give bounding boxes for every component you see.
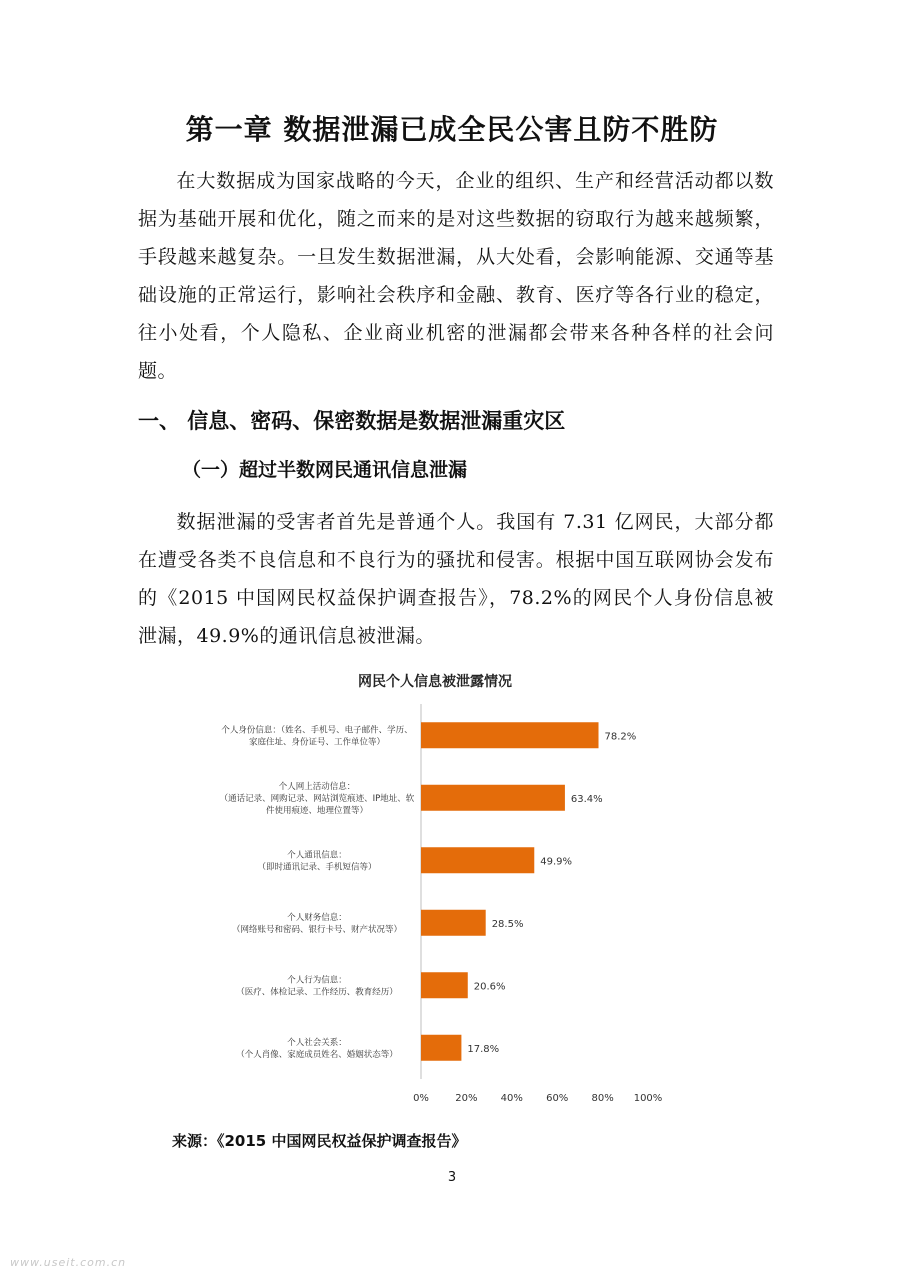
category-label-5: 个人行为信息：: [287, 975, 347, 986]
bar-value-label-2: 63.4%: [570, 793, 603, 805]
subsection-heading: （一）超过半数网民通讯信息泄漏: [182, 459, 468, 481]
page-number: 3: [447, 1170, 457, 1185]
category-label-6: （个人肖像、家庭成员姓名、婚姻状态等）: [236, 1049, 398, 1060]
x-tick-label: 40%: [500, 1093, 523, 1104]
body-paragraph-text: 数据泄漏的受害者首先是普通个人。我国有 7.31 亿网民，大部分都在遭受各类不良信息和不良行为的骚扰和侵害。根据中国互联网协会发布的《2015 中国网民权益保护调查报告》，78.2%的网民个人身份信息被泄漏，49.9%的通讯信息被泄漏。: [138, 511, 774, 647]
bar-chart: [170, 664, 700, 1104]
category-label-5: （医疗、体检记录、工作经历、教育经历）: [236, 987, 398, 998]
x-tick-label: 0%: [413, 1093, 429, 1104]
bar-value-label-3: 49.9%: [540, 856, 573, 868]
category-label-2: 个人网上活动信息：: [278, 781, 356, 792]
chapter-title: 第一章 数据泄漏已成全民公害且防不胜防: [185, 113, 719, 146]
bar-value-label-1: 78.2%: [604, 731, 637, 743]
bar-2: [421, 785, 565, 811]
bar-value-label-5: 20.6%: [473, 981, 506, 993]
x-tick-label: 100%: [633, 1093, 663, 1104]
x-tick-label: 80%: [591, 1093, 614, 1104]
bar-1: [421, 722, 599, 748]
bar-value-label-4: 28.5%: [491, 918, 524, 930]
x-tick-label: 60%: [546, 1093, 569, 1104]
bar-6: [421, 1035, 461, 1061]
category-label-4: （网络账号和密码、银行卡号、财产状况等）: [231, 924, 403, 935]
body-paragraph: [138, 503, 774, 655]
chart-source: 来源：《2015 中国网民权益保护调查报告》: [172, 1132, 467, 1150]
category-label-1: 个人身份信息：（姓名、手机号、电子邮件、学历、: [221, 725, 413, 736]
category-label-1: 家庭住址、身份证号、工作单位等）: [248, 737, 386, 748]
category-label-2: （通话记录、网购记录、网站浏览痕迹、IP地址、软: [219, 793, 415, 804]
section-heading: 一、 信息、密码、保密数据是数据泄漏重灾区: [138, 409, 566, 433]
bar-value-label-6: 17.8%: [467, 1043, 500, 1055]
bar-3: [421, 847, 534, 873]
category-label-2: 件使用痕迹、地理位置等）: [265, 805, 369, 816]
bar-4: [421, 910, 486, 936]
bar-chart-svg: [170, 664, 700, 1104]
watermark: www.useit.com.cn: [10, 1256, 127, 1269]
chart-title: 网民个人信息被泄露情况: [358, 674, 512, 690]
category-label-4: 个人财务信息：: [287, 912, 347, 923]
category-label-3: 个人通讯信息：: [287, 850, 347, 861]
category-label-3: （即时通讯记录、手机短信等）: [257, 862, 377, 873]
bar-5: [421, 972, 468, 998]
intro-paragraph-text: 在大数据成为国家战略的今天，企业的组织、生产和经营活动都以数据为基础开展和优化，随之而来的是对这些数据的窃取行为越来越频繁，手段越来越复杂。一旦发生数据泄漏，从大处看，会影响能源、交通等基础设施的正常运行，影响社会秩序和金融、教育、医疗等各行业的稳定，往小处看，个人隐私、企业商业机密的泄漏都会带来各种各样的社会问题。: [138, 170, 774, 382]
intro-paragraph: [138, 162, 774, 390]
category-label-6: 个人社会关系：: [287, 1037, 347, 1048]
x-tick-label: 20%: [455, 1093, 478, 1104]
